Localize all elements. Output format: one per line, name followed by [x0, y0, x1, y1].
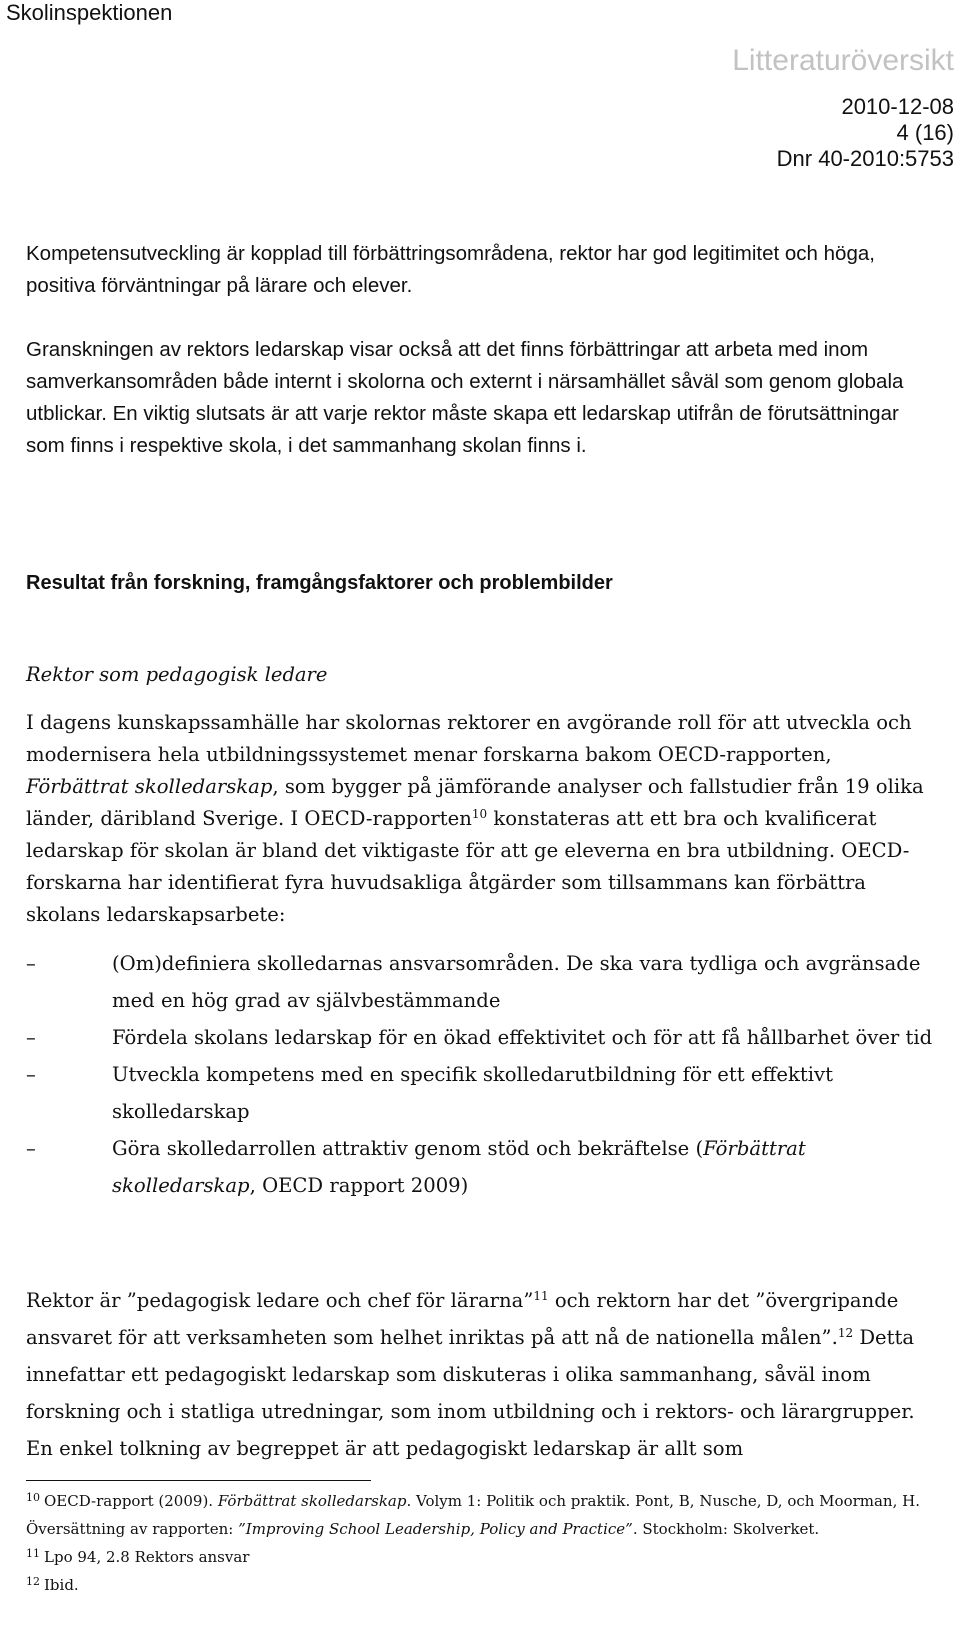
footnotes	[26, 1487, 938, 1599]
footnote-11: $^{11}$ Lpo 94, 2.8 Rektors ansvar	[26, 1547, 250, 1566]
body-paragraph-oecd: I dagens kunskapssamhälle har skolornas rektorer en avgörande roll för att utveckla och modernisera hela utbildningssystemet menar forskarna bakom OECD-rapporten, Förbättrat skolledarskap, som bygger på jämförande analyser och fallstudier från 19 olika länder, däribland Sverige. I OECD-rapporten$^{10}$ konstateras att ett bra och kvalificerat ledarskap för skolan är bland det viktigaste för att ge eleverna en bra utbildning. OECD-forskarna har identifierat fyra huvudsakliga åtgärder som tillsammans kan förbättra skolans ledarskapsarbete:	[26, 711, 924, 926]
list-item: – (Om)definiera skolledarnas ansvarsområden. De ska vara tydliga och avgränsade med en hög grad av självbestämmande	[26, 945, 938, 1019]
list-item: – Utveckla kompetens med en specifik skolledarutbildning för ett effektivt skolledarskap	[26, 1056, 938, 1130]
subsection-heading: Rektor som pedagogisk ledare	[26, 663, 328, 686]
intro-paragraph-2: Granskningen av rektors ledarskap visar också att det finns förbättringar att arbeta med inom samverkansområden både internt i skolorna och externt i närsamhället såväl som genom globala utblickar. En viktig slutsats är att varje rektor måste skapa ett ledarskap utifrån de förutsättningar som finns i respektive skola, i det sammanhang skolan finns i.	[26, 338, 904, 457]
dash-bullet: –	[26, 1026, 36, 1049]
dash-bullet: –	[26, 952, 36, 975]
document-title: Litteraturöversikt	[732, 44, 954, 77]
dash-bullet: –	[26, 1137, 36, 1160]
list-item: – Göra skolledarrollen attraktiv genom stöd och bekräftelse (Förbättrat skolledarskap, OECD rapport 2009)	[26, 1130, 938, 1204]
body-paragraph-rektor: Rektor är ”pedagogisk ledare och chef för lärarna”$^{11}$ och rektorn har det ”övergripande ansvaret för att verksamheten som helhet inriktas på att nå de nationella målen”.$^{12}$ Detta innefattar ett pedagogiskt ledarskap som diskuteras i olika sammanhang, såväl inom forskning och i statliga utredningar, som inom utbildning och i rektors- och lärargrupper. En enkel tolkning av begreppet är att pedagogiskt ledarskap är allt som	[26, 1289, 915, 1460]
dash-bullet: –	[26, 1063, 36, 1086]
section-heading: Resultat från forskning, framgångsfaktorer och problembilder	[26, 572, 613, 594]
page-number: 4 (16)	[896, 120, 954, 145]
footnote-divider	[26, 1480, 371, 1481]
document-reference-number: Dnr 40-2010:5753	[776, 146, 954, 171]
footnote-ref-11[interactable]: 11	[533, 1289, 549, 1303]
organization-name: Skolinspektionen	[6, 0, 173, 25]
document-date: 2010-12-08	[841, 94, 954, 119]
report-title: Förbättrat skolledarskap	[26, 775, 273, 798]
measures-list	[26, 945, 938, 1204]
footnote-12: $^{12}$ Ibid.	[26, 1575, 79, 1594]
footnote-ref-10[interactable]: 10	[471, 807, 488, 821]
list-item: – Fördela skolans ledarskap för en ökad effektivitet och för att få hållbarhet över tid	[26, 1019, 938, 1056]
footnote-10: $^{10}$ OECD-rapport (2009). Förbättrat skolledarskap. Volym 1: Politik och praktik. Pont, B, Nusche, D, och Moorman, H. Översättning av rapporten: ”Improving School Leadership, Policy and Practice”. Stockholm: Skolverket.	[26, 1491, 920, 1538]
footnote-ref-12[interactable]: 12	[837, 1326, 854, 1340]
intro-paragraph-1: Kompetensutveckling är kopplad till förbättringsområdena, rektor har god legitimitet och höga, positiva förväntningar på lärare och elever.	[26, 242, 875, 297]
